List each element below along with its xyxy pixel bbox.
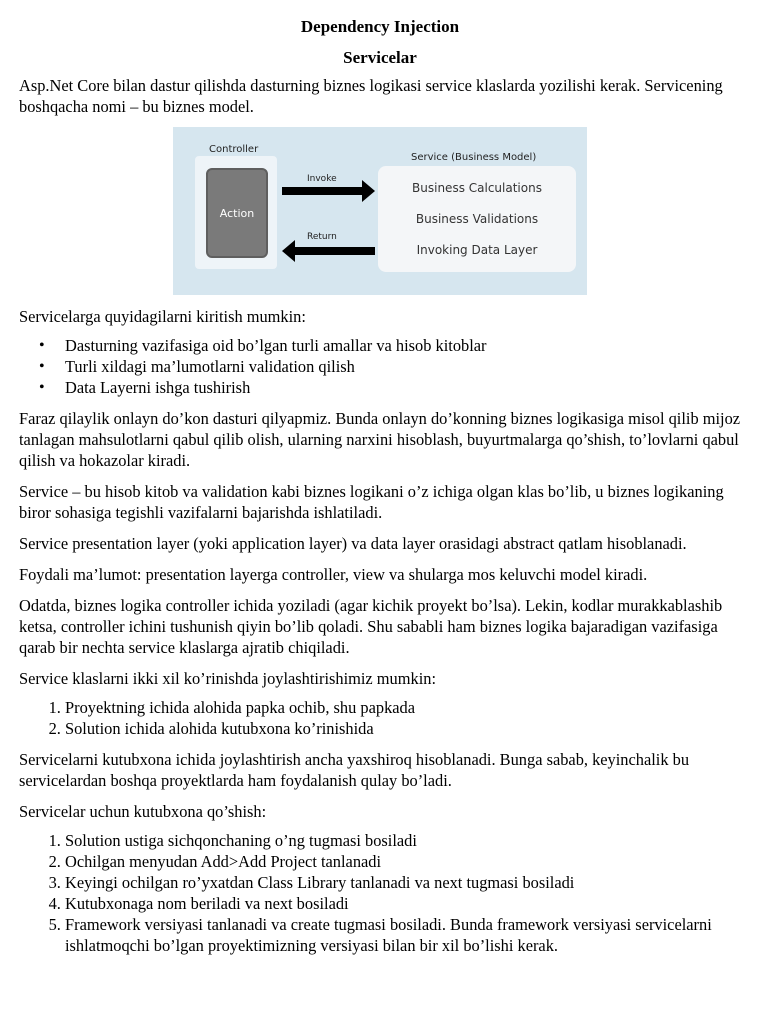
numbered-list (19, 697, 741, 739)
service-box (378, 166, 576, 272)
list-item: 2. Ochilgan menyudan Add>Add Project tanlanadi (65, 851, 741, 872)
service-diagram (173, 127, 587, 295)
return-arrow-icon (282, 239, 376, 263)
list-item: 2. Solution ichida alohida kutubxona ko’rinishida (65, 718, 741, 739)
invoke-arrow-icon (282, 179, 376, 203)
numbered-list (19, 830, 741, 956)
list-item: 4. Kutubxonaga nom beriladi va next bosiladi (65, 893, 741, 914)
list-item: 1. Proyektning ichida alohida papka ochib, shu papkada (65, 697, 741, 718)
paragraph-foydali: Foydali ma’lumot: presentation layerga controller, view va shularga mos keluvchi model kiradi. (19, 565, 648, 584)
section-heading: Servicelar (343, 48, 417, 67)
paragraph-faraz: Faraz qilaylik onlayn do’kon dasturi qilyapmiz. Bunda onlayn do’konning biznes logikasiga misol qilib mijoz tanlagan mahsulotlarni qabul qilib olish, ularning narxini hisoblash, buyurtmalarga qo’shish, to’lovlarni qabul qilish va hokazolar kiradi. (19, 409, 741, 470)
service-item: Business Calculations (412, 180, 542, 195)
document-content (19, 16, 741, 956)
service-item: Invoking Data Layer (416, 243, 538, 258)
invoke-label: Invoke (307, 174, 337, 184)
paragraph-layer: Service presentation layer (yoki application layer) va data layer orasidagi abstract qatlam hisoblanadi. (19, 534, 687, 553)
list-item: 3. Keyingi ochilgan ro’yxatdan Class Library tanlanadi va next tugmasi bosiladi (65, 872, 741, 893)
document-title: Dependency Injection (300, 17, 460, 36)
list-item: • Dasturning vazifasiga oid bo’lgan turli amallar va hisob kitoblar (65, 335, 741, 356)
list-item: • Data Layerni ishga tushirish (65, 377, 741, 398)
list2-intro: Service klaslarni ikki xil ko’rinishda joylashtirishimiz mumkin: (19, 669, 436, 688)
intro-paragraph: Asp.Net Core bilan dastur qilishda dasturning biznes logikasi service klaslarda yozilishi kerak. Servicening boshqacha nomi – bu biznes model. (19, 76, 723, 116)
controller-label: Controller (209, 144, 259, 155)
service-label: Service (Business Model) (411, 152, 537, 163)
paragraph-odatda: Odatda, biznes logika controller ichida yoziladi (agar kichik proyekt bo’lsa). Lekin, kodlar murakkablashib ketsa, controller ichini tushunish qiyin bo’lib qoladi. Shu sababli ham biznes logika bajaradigan vazifasiga qarab bir nechta service klaslarga ajratib chiqiladi. (19, 596, 723, 657)
list-item: 5. Framework versiyasi tanlanadi va create tugmasi bosiladi. Bunda framework versiyasi servicelarni ishlatmoqchi bo’lgan proyektimizning versiyasi bilan bir xil bo’lishi kerak. (65, 914, 741, 956)
action-box: Action (206, 168, 268, 258)
list1-intro: Servicelarga quyidagilarni kiritish mumkin: (19, 307, 306, 326)
list3-intro: Servicelar uchun kutubxona qo’shish: (19, 802, 267, 821)
list-item: • Turli xildagi ma’lumotlarni validation qilish (65, 356, 741, 377)
paragraph-service: Service – bu hisob kitob va validation kabi biznes logikani o’z ichiga olgan klas bo’lib, u biznes logikaning biror sohasiga tegishli vazifalarni bajarishda ishlatiladi. (19, 482, 724, 522)
bullet-list (19, 335, 741, 398)
paragraph-kutubxona: Servicelarni kutubxona ichida joylashtirish ancha yaxshiroq hisoblanadi. Bunga sabab, keyinchalik bu servicelardan boshqa proyektlarda ham foydalanish qulay bo’ladi. (19, 750, 690, 790)
list-item: 1. Solution ustiga sichqonchaning o’ng tugmasi bosiladi (65, 830, 741, 851)
return-label: Return (307, 232, 337, 242)
service-item: Business Validations (415, 211, 539, 226)
